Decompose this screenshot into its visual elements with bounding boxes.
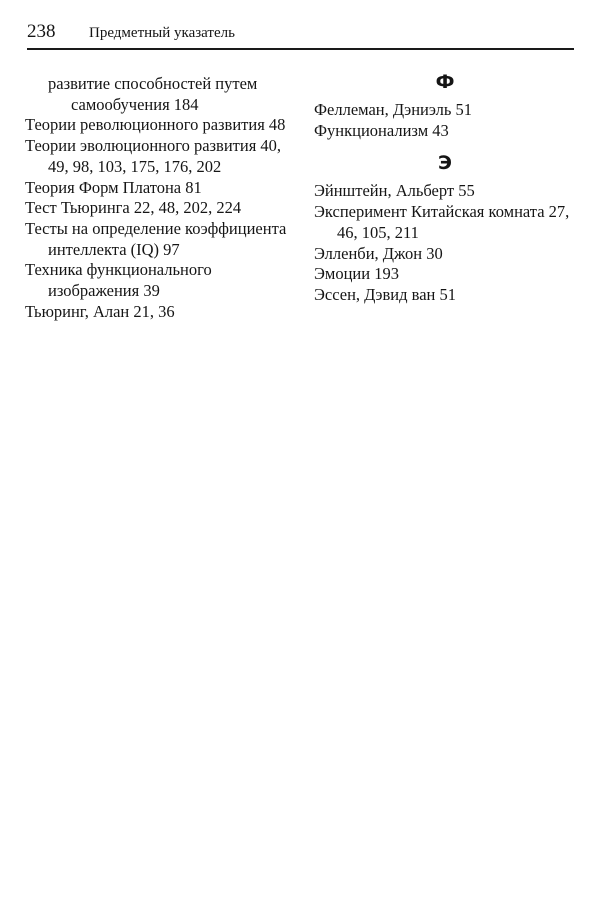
index-entry: Теории эволюционного развития 40, 49, 98, 103, 175, 176, 202: [25, 136, 282, 176]
index-entry: Тьюринг, Алан 21, 36: [25, 301, 175, 321]
index-entry: Теории революционного развития 48: [25, 115, 286, 135]
section-letter-e: Э: [438, 152, 452, 175]
index-entry: Тест Тьюринга 22, 48, 202, 224: [25, 198, 242, 218]
index-entry: Феллеман, Дэниэль 51: [314, 100, 473, 119]
index-entry: Эксперимент Китайская комната 27, 46, 105, 211: [314, 202, 570, 242]
index-entry: Эмоции 193: [314, 264, 399, 284]
page-number: 238: [27, 21, 56, 42]
running-head: Предметный указатель: [89, 25, 235, 41]
index-entry: Функционализм 43: [314, 120, 449, 140]
index-column-left: [25, 74, 300, 322]
index-entry-continuation: развитие способностей путем самообучения 184: [48, 74, 258, 114]
page-header: [27, 20, 574, 50]
index-entry: Элленби, Джон 30: [314, 243, 443, 263]
index-entry: Теория Форм Платона 81: [25, 177, 202, 197]
section-letter-f: Ф: [435, 71, 455, 93]
index-column-right: [314, 70, 576, 306]
index-entry: Эйнштейн, Альберт 55: [314, 181, 475, 201]
index-entry: Техника функционального изображения 39: [25, 260, 212, 301]
index-entry: Эссен, Дэвид ван 51: [314, 284, 456, 304]
index-entry: Тесты на определение коэффициента интеллекта (IQ) 97: [25, 218, 287, 259]
